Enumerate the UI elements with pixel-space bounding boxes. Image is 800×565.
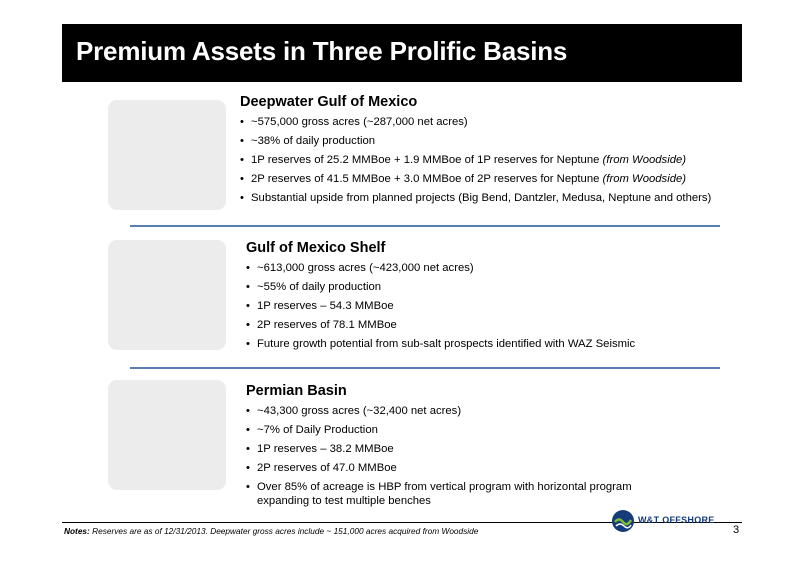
bullet-icon: • — [240, 192, 244, 204]
list-item: • ~55% of daily production — [246, 281, 382, 293]
list-item: • 2P reserves of 78.1 MMBoe — [246, 319, 397, 331]
title-bar — [62, 24, 742, 82]
bullet-icon: • — [246, 443, 250, 455]
shelf-image-placeholder — [108, 240, 226, 350]
bullet-icon: • — [240, 154, 244, 166]
bullet-icon: • — [240, 173, 244, 185]
list-item: • ~38% of daily production — [240, 135, 376, 147]
page-title: Premium Assets in Three Prolific Basins — [76, 36, 568, 66]
bullet-icon: • — [246, 319, 250, 331]
bullet-icon: • — [240, 116, 244, 128]
list-item: • Future growth potential from sub-salt prospects identified with WAZ Seismic — [246, 338, 636, 350]
section-divider — [130, 225, 720, 227]
bullet-icon: • — [246, 300, 250, 312]
bullet-list — [246, 404, 746, 508]
footnote: Notes: Reserves are as of 12/31/2013. Deepwater gross acres include ~ 151,000 acres acquired from Woodside — [64, 526, 479, 536]
list-item: • ~7% of Daily Production — [246, 424, 378, 436]
bullet-icon: • — [246, 424, 250, 436]
section-divider — [130, 367, 720, 369]
list-item: • ~575,000 gross acres (~287,000 net acres) — [240, 116, 468, 128]
list-item: • ~613,000 gross acres (~423,000 net acres) — [246, 262, 474, 274]
logo-mark-icon — [610, 508, 636, 534]
company-logo — [608, 508, 718, 534]
section-heading: Gulf of Mexico Shelf — [246, 240, 386, 256]
section-deepwater-gulf — [240, 94, 740, 205]
logo-text: W&T OFFSHORE — [638, 515, 715, 525]
permian-image-placeholder — [108, 380, 226, 490]
list-item: • Substantial upside from planned projects (Big Bend, Dantzler, Medusa, Neptune and others) — [240, 192, 712, 204]
deepwater-image-placeholder — [108, 100, 226, 210]
bullet-icon: • — [246, 281, 250, 293]
bullet-icon: • — [246, 405, 250, 417]
section-heading: Permian Basin — [246, 383, 347, 399]
bullet-icon: • — [246, 481, 250, 493]
list-item: • 1P reserves of 25.2 MMBoe + 1.9 MMBoe of 1P reserves for Neptune (from Woodside) — [240, 154, 687, 166]
section-permian-basin — [246, 383, 746, 508]
page-number: 3 — [733, 524, 740, 536]
bullet-list — [246, 261, 746, 351]
section-heading: Deepwater Gulf of Mexico — [240, 94, 418, 110]
list-item: • 1P reserves – 54.3 MMBoe — [246, 300, 394, 312]
bullet-list — [240, 115, 740, 205]
bullet-icon: • — [246, 338, 250, 350]
bullet-icon: • — [246, 262, 250, 274]
bullet-icon: • — [246, 462, 250, 474]
list-item: • 1P reserves – 38.2 MMBoe — [246, 443, 394, 455]
list-item: • Over 85% of acreage is HBP from vertical program with horizontal program expanding to test multiple benches — [246, 481, 632, 507]
list-item: • ~43,300 gross acres (~32,400 net acres) — [246, 405, 462, 417]
list-item: • 2P reserves of 47.0 MMBoe — [246, 462, 397, 474]
list-item: • 2P reserves of 41.5 MMBoe + 3.0 MMBoe of 2P reserves for Neptune (from Woodside) — [240, 173, 687, 185]
section-gulf-shelf — [246, 240, 746, 351]
bullet-icon: • — [240, 135, 244, 147]
